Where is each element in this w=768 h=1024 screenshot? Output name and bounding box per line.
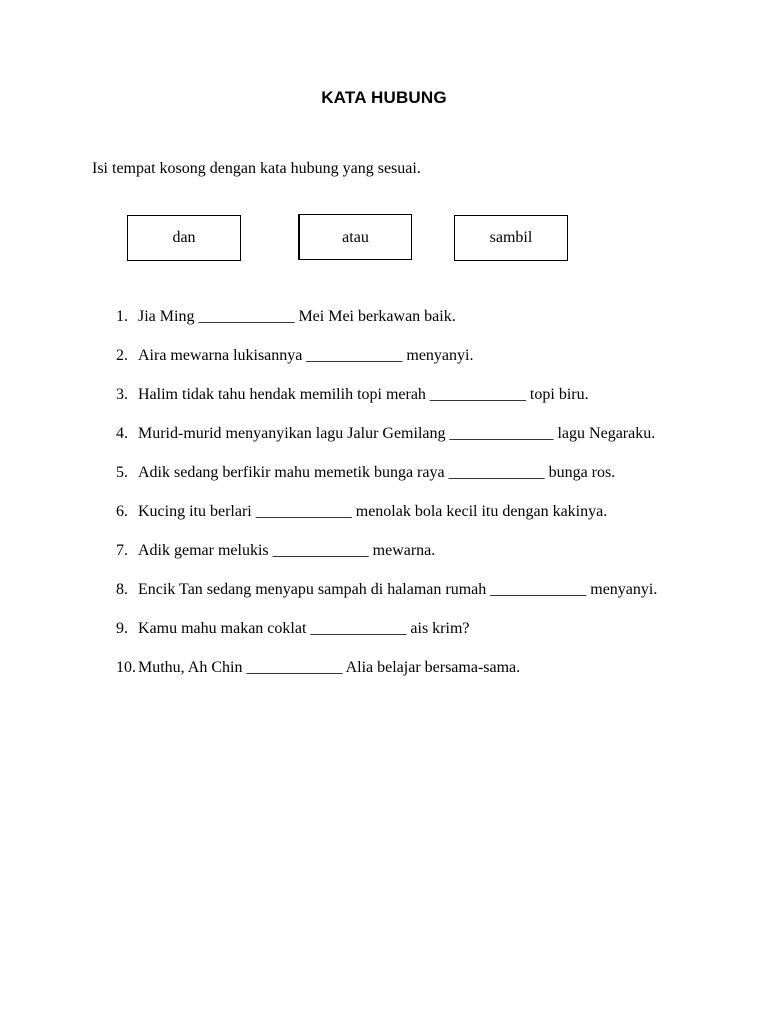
question-item — [116, 648, 674, 687]
question-number: 4. — [116, 425, 128, 442]
instruction-text: Isi tempat kosong dengan kata hubung yang sesuai. — [92, 160, 421, 177]
question-number: 9. — [116, 620, 128, 637]
question-number: 3. — [116, 386, 128, 403]
question-number: 6. — [116, 503, 128, 520]
question-number: 7. — [116, 542, 128, 559]
question-item — [116, 414, 674, 453]
word-box-dan — [127, 215, 241, 261]
question-text: Kamu mahu makan coklat ____________ ais krim? — [138, 620, 470, 637]
word-box-label: dan — [172, 229, 196, 246]
question-number: 5. — [116, 464, 128, 481]
word-box-label: sambil — [489, 229, 533, 246]
question-list — [116, 297, 674, 687]
question-item — [116, 336, 674, 375]
worksheet-title: KATA HUBUNG — [321, 88, 447, 107]
question-number: 1. — [116, 308, 128, 325]
question-item — [116, 570, 674, 609]
question-number: 8. — [116, 581, 128, 598]
question-text: Jia Ming ____________ Mei Mei berkawan baik. — [138, 308, 456, 325]
question-item — [116, 609, 674, 648]
question-item — [116, 453, 674, 492]
question-item — [116, 492, 674, 531]
question-text: Adik gemar melukis ____________ mewarna. — [138, 542, 436, 559]
question-text: Adik sedang berfikir mahu memetik bunga raya ____________ bunga ros. — [138, 464, 616, 481]
question-text: Encik Tan sedang menyapu sampah di halaman rumah ____________ menyanyi. — [138, 581, 658, 598]
question-number: 10. — [116, 659, 136, 676]
question-item — [116, 297, 674, 336]
question-item — [116, 531, 674, 570]
word-box-sambil — [454, 215, 568, 261]
question-text: Muthu, Ah Chin ____________ Alia belajar bersama-sama. — [138, 659, 521, 676]
question-item — [116, 375, 674, 414]
word-box-atau — [298, 214, 412, 260]
question-text: Aira mewarna lukisannya ____________ menyanyi. — [138, 347, 474, 364]
word-box-label: atau — [342, 229, 369, 246]
question-text: Halim tidak tahu hendak memilih topi merah ____________ topi biru. — [138, 386, 589, 403]
question-text: Kucing itu berlari ____________ menolak bola kecil itu dengan kakinya. — [138, 503, 608, 520]
question-number: 2. — [116, 347, 128, 364]
question-text: Murid-murid menyanyikan lagu Jalur Gemilang _____________ lagu Negaraku. — [138, 425, 656, 442]
